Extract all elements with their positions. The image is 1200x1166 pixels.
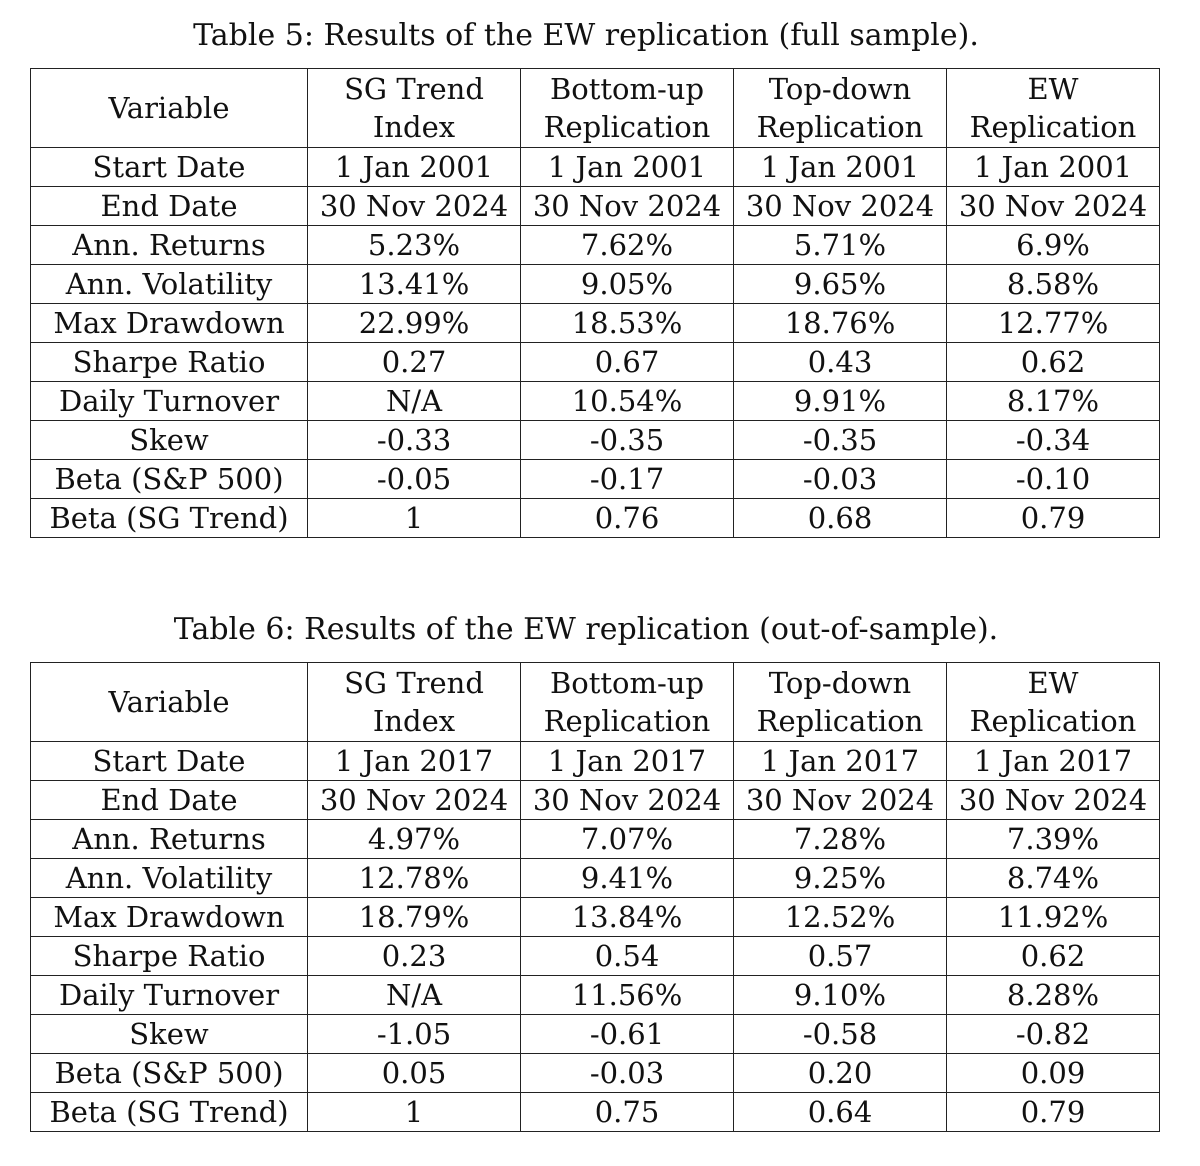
- table-cell: 18.76%: [734, 304, 947, 343]
- table-cell: -0.58: [734, 1015, 947, 1054]
- table-cell: 1: [308, 1093, 521, 1132]
- header-top-down-replication: Top-down Replication: [734, 663, 947, 742]
- table-cell: 0.62: [947, 937, 1160, 976]
- header-bottom-up-replication: Bottom-up Replication: [521, 69, 734, 148]
- table-cell: 30 Nov 2024: [734, 781, 947, 820]
- table-cell: 9.41%: [521, 859, 734, 898]
- table-row: [31, 742, 1160, 781]
- table-cell: -0.03: [734, 460, 947, 499]
- table-row: [31, 1054, 1160, 1093]
- table-cell: 4.97%: [308, 820, 521, 859]
- table-row: [31, 421, 1160, 460]
- table-cell: 13.84%: [521, 898, 734, 937]
- table-cell: 0.57: [734, 937, 947, 976]
- row-label: Beta (SG Trend): [31, 499, 308, 538]
- table-cell: -0.17: [521, 460, 734, 499]
- table-cell: 0.54: [521, 937, 734, 976]
- table-row: [31, 937, 1160, 976]
- table-row: [31, 820, 1160, 859]
- table-cell: 0.79: [947, 1093, 1160, 1132]
- header-row: [31, 663, 1160, 742]
- table-cell: 0.64: [734, 1093, 947, 1132]
- row-label: Beta (S&P 500): [31, 1054, 308, 1093]
- table-cell: -0.35: [734, 421, 947, 460]
- table-cell: -1.05: [308, 1015, 521, 1054]
- table-cell: -0.82: [947, 1015, 1160, 1054]
- table-row: [31, 226, 1160, 265]
- row-label: Beta (SG Trend): [31, 1093, 308, 1132]
- row-label: Max Drawdown: [31, 898, 308, 937]
- table-cell: -0.05: [308, 460, 521, 499]
- header-sg-trend-index: SG Trend Index: [308, 69, 521, 148]
- table-cell: 30 Nov 2024: [521, 781, 734, 820]
- table-cell: 8.17%: [947, 382, 1160, 421]
- table-cell: 5.71%: [734, 226, 947, 265]
- row-label: Sharpe Ratio: [31, 937, 308, 976]
- table-cell: 12.78%: [308, 859, 521, 898]
- table-cell: 7.39%: [947, 820, 1160, 859]
- header-row: [31, 69, 1160, 148]
- table-row: [31, 859, 1160, 898]
- table-cell: 10.54%: [521, 382, 734, 421]
- table-cell: N/A: [308, 382, 521, 421]
- table-cell: 9.91%: [734, 382, 947, 421]
- table-cell: 1 Jan 2017: [734, 742, 947, 781]
- table-cell: 11.92%: [947, 898, 1160, 937]
- table-cell: 11.56%: [521, 976, 734, 1015]
- table-cell: 1 Jan 2001: [308, 148, 521, 187]
- table-5-body: [31, 148, 1160, 538]
- table-6-out-of-sample: [30, 662, 1160, 1132]
- table-cell: 0.20: [734, 1054, 947, 1093]
- table-row: [31, 1015, 1160, 1054]
- table-cell: 0.23: [308, 937, 521, 976]
- table-cell: 9.65%: [734, 265, 947, 304]
- row-label: End Date: [31, 187, 308, 226]
- row-label: Ann. Returns: [31, 820, 308, 859]
- header-variable: Variable: [31, 663, 308, 742]
- table-cell: 0.27: [308, 343, 521, 382]
- table-5-caption: Table 5: Results of the EW replication (full sample).: [193, 18, 979, 53]
- table-cell: 7.28%: [734, 820, 947, 859]
- table-row: [31, 976, 1160, 1015]
- table-6-body: [31, 742, 1160, 1132]
- row-label: Sharpe Ratio: [31, 343, 308, 382]
- table-cell: 30 Nov 2024: [308, 781, 521, 820]
- header-sg-trend-index: SG Trend Index: [308, 663, 521, 742]
- row-label: Ann. Volatility: [31, 859, 308, 898]
- header-ew-replication: EW Replication: [947, 69, 1160, 148]
- table-cell: 0.09: [947, 1054, 1160, 1093]
- table-cell: -0.10: [947, 460, 1160, 499]
- table-cell: -0.33: [308, 421, 521, 460]
- row-label: End Date: [31, 781, 308, 820]
- table-row: [31, 343, 1160, 382]
- table-row: [31, 148, 1160, 187]
- table-cell: 9.25%: [734, 859, 947, 898]
- table-5-full-sample: [30, 68, 1160, 538]
- header-bottom-up-replication: Bottom-up Replication: [521, 663, 734, 742]
- table-row: [31, 1093, 1160, 1132]
- table-cell: 1 Jan 2017: [521, 742, 734, 781]
- table-row: [31, 781, 1160, 820]
- table-cell: 30 Nov 2024: [734, 187, 947, 226]
- row-label: Beta (S&P 500): [31, 460, 308, 499]
- table-cell: 1: [308, 499, 521, 538]
- table-cell: 1 Jan 2017: [308, 742, 521, 781]
- table-cell: 30 Nov 2024: [947, 187, 1160, 226]
- table-cell: -0.03: [521, 1054, 734, 1093]
- table-cell: 0.67: [521, 343, 734, 382]
- table-row: [31, 304, 1160, 343]
- header-variable: Variable: [31, 69, 308, 148]
- row-label: Start Date: [31, 148, 308, 187]
- table-cell: -0.35: [521, 421, 734, 460]
- table-row: [31, 898, 1160, 937]
- header-ew-replication: EW Replication: [947, 663, 1160, 742]
- row-label: Skew: [31, 1015, 308, 1054]
- table-cell: -0.61: [521, 1015, 734, 1054]
- table-row: [31, 460, 1160, 499]
- table-cell: -0.34: [947, 421, 1160, 460]
- table-cell: 9.10%: [734, 976, 947, 1015]
- table-cell: 8.58%: [947, 265, 1160, 304]
- table-cell: N/A: [308, 976, 521, 1015]
- table-cell: 1 Jan 2017: [947, 742, 1160, 781]
- table-cell: 7.07%: [521, 820, 734, 859]
- table-cell: 1 Jan 2001: [521, 148, 734, 187]
- table-row: [31, 499, 1160, 538]
- table-cell: 0.05: [308, 1054, 521, 1093]
- table-cell: 30 Nov 2024: [947, 781, 1160, 820]
- table-cell: 12.77%: [947, 304, 1160, 343]
- row-label: Ann. Volatility: [31, 265, 308, 304]
- row-label: Daily Turnover: [31, 382, 308, 421]
- table-cell: 0.62: [947, 343, 1160, 382]
- table-cell: 7.62%: [521, 226, 734, 265]
- row-label: Daily Turnover: [31, 976, 308, 1015]
- table-cell: 18.53%: [521, 304, 734, 343]
- table-cell: 30 Nov 2024: [521, 187, 734, 226]
- table-cell: 8.28%: [947, 976, 1160, 1015]
- table-cell: 1 Jan 2001: [734, 148, 947, 187]
- row-label: Start Date: [31, 742, 308, 781]
- table-cell: 0.79: [947, 499, 1160, 538]
- table-cell: 6.9%: [947, 226, 1160, 265]
- row-label: Max Drawdown: [31, 304, 308, 343]
- table-cell: 30 Nov 2024: [308, 187, 521, 226]
- table-cell: 13.41%: [308, 265, 521, 304]
- table-cell: 0.76: [521, 499, 734, 538]
- table-cell: 9.05%: [521, 265, 734, 304]
- table-cell: 22.99%: [308, 304, 521, 343]
- table-row: [31, 187, 1160, 226]
- table-row: [31, 382, 1160, 421]
- table-cell: 0.75: [521, 1093, 734, 1132]
- header-top-down-replication: Top-down Replication: [734, 69, 947, 148]
- table-cell: 8.74%: [947, 859, 1160, 898]
- table-row: [31, 265, 1160, 304]
- row-label: Ann. Returns: [31, 226, 308, 265]
- table-cell: 0.68: [734, 499, 947, 538]
- table-6-caption: Table 6: Results of the EW replication (out-of-sample).: [173, 612, 999, 647]
- table-cell: 18.79%: [308, 898, 521, 937]
- table-cell: 5.23%: [308, 226, 521, 265]
- table-cell: 0.43: [734, 343, 947, 382]
- table-cell: 12.52%: [734, 898, 947, 937]
- row-label: Skew: [31, 421, 308, 460]
- table-cell: 1 Jan 2001: [947, 148, 1160, 187]
